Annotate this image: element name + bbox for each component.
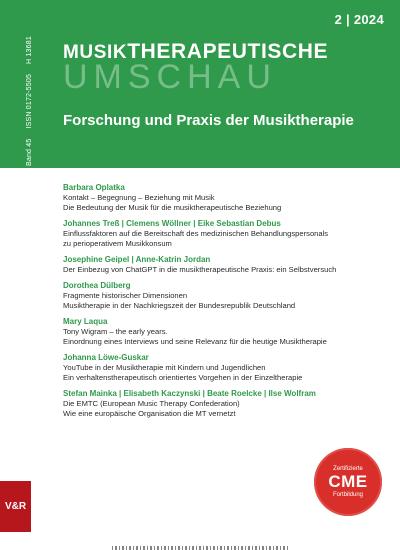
issn-label: ISSN 0172-5505	[26, 73, 33, 129]
toc-authors: Johanna Löwe-Guskar	[63, 353, 149, 362]
toc-entry-6	[63, 353, 393, 383]
toc-title: Die EMTC (European Music Therapy Confederation)	[63, 399, 240, 408]
toc-subtitle: Musiktherapie in der Nachkriegszeit der Bundesrepublik Deutschland	[63, 301, 296, 310]
toc-title: YouTube in der Musiktherapie mit Kindern und Jugendlichen	[63, 363, 266, 372]
toc-authors: Mary Laqua	[63, 317, 108, 326]
toc-entry-2	[63, 219, 393, 249]
toc-entry-4	[63, 281, 393, 311]
journal-subtitle: Forschung und Praxis der Musiktherapie	[63, 112, 354, 129]
toc-title: Tony Wigram – the early years.	[63, 327, 168, 336]
cme-badge-bottom: Fortbildung	[332, 492, 364, 498]
toc-title: Der Einbezug von ChatGPT in die musiktherapeutische Praxis: ein Selbstversuch	[63, 265, 337, 274]
toc-title: Fragmente historischer Dimensionen	[63, 291, 188, 300]
toc-entry-1	[63, 183, 393, 213]
journal-title-umschau: UMSCHAU	[63, 58, 277, 96]
issue-number: 2 | 2024	[334, 12, 384, 27]
toc-subtitle: Wie eine europäische Organisation die MT vernetzt	[63, 409, 236, 418]
barcode-strip	[112, 546, 288, 550]
cme-badge-label: CME	[328, 472, 368, 491]
toc-authors: Josephine Geipel | Anne-Katrin Jordan	[63, 255, 211, 264]
title-part-musik: MUSIK	[63, 42, 128, 63]
toc-authors: Dorothea Dülberg	[63, 281, 131, 290]
toc-entry-3	[63, 255, 393, 275]
toc-subtitle: Die Bedeutung der Musik für die musiktherapeutische Beziehung	[63, 203, 282, 212]
toc-authors: Barbara Oplatka	[63, 183, 125, 192]
toc-authors: Stefan Mainka | Elisabeth Kaczynski | Beate Roelcke | Ilse Wolfram	[63, 389, 316, 398]
toc-authors: Johannes Treß | Clemens Wöllner | Eike Sebastian Debus	[63, 219, 281, 228]
publisher-logo: V&R	[0, 481, 31, 532]
toc-entry-7	[63, 389, 393, 419]
cme-badge-top: Zertifizierte	[333, 466, 363, 472]
volume-label: Band 45	[26, 138, 33, 166]
cme-badge	[314, 448, 382, 516]
toc-title: Einflussfaktoren auf die Bereitschaft des medizinischen Behandlungspersonals	[63, 229, 329, 238]
title-part-therapeutische: THERAPEUTISCHE	[127, 40, 329, 63]
toc-subtitle: zu perioperativem Musikkonsum	[63, 239, 172, 248]
toc-entry-5	[63, 317, 393, 347]
journal-title	[63, 40, 393, 96]
toc-subtitle: Ein verhaltenstherapeutisch orientiertes Vorgehen in der Einzeltherapie	[63, 373, 303, 382]
volume-issn-info	[26, 36, 33, 166]
cover-header	[0, 0, 400, 168]
toc-title: Kontakt – Begegnung – Beziehung mit Musik	[63, 193, 215, 202]
h-number-label: H 13681	[26, 36, 33, 64]
table-of-contents	[63, 183, 393, 425]
toc-subtitle: Einordnung eines Interviews und seine Relevanz für die heutige Musiktherapie	[63, 337, 327, 346]
